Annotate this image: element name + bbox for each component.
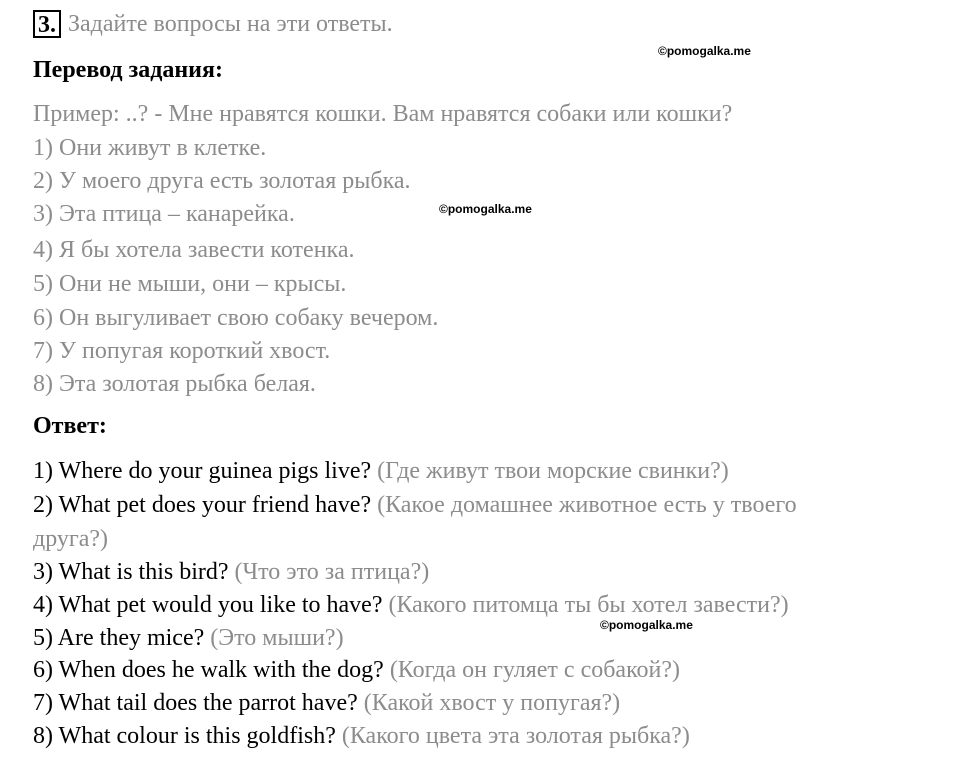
translation-item: 2) У моего друга есть золотая рыбка. (33, 168, 411, 194)
translation-item: 8) Эта золотая рыбка белая. (33, 371, 316, 397)
answer-translation: друга?) (33, 526, 109, 552)
translation-example: Пример: ..? - Мне нравятся кошки. Вам нравятся собаки или кошки? (33, 101, 733, 127)
answer-translation: (Это мыши?) (210, 625, 344, 651)
answer-heading: Ответ: (33, 413, 107, 439)
watermark: ©pomogalka.me (600, 618, 693, 632)
translation-item: 5) Они не мыши, они – крысы. (33, 271, 347, 297)
answer-line (33, 524, 108, 554)
answer-translation: (Когда он гуляет с собакой?) (389, 657, 681, 683)
answer-question: 8) What colour is this goldfish? (33, 723, 336, 749)
answer-translation: (Где живут твои морские свинки?) (377, 458, 729, 484)
answer-line (33, 623, 344, 653)
answer-line (33, 655, 680, 685)
answer-question: 7) What tail does the parrot have? (33, 690, 358, 716)
answer-question: 1) Where do your guinea pigs live? (33, 458, 372, 484)
answer-translation: (Какого цвета эта золотая рыбка?) (341, 723, 690, 749)
task-title: Задайте вопросы на эти ответы. (68, 11, 393, 37)
answer-translation: (Какого питомца ты бы хотел завести?) (388, 592, 789, 618)
task-number: 3. (33, 10, 61, 38)
answer-line (33, 721, 690, 751)
answer-line (33, 490, 797, 520)
answer-question: 5) Are they mice? (33, 625, 205, 651)
translation-item: 3) Эта птица – канарейка. (33, 201, 295, 227)
answer-line (33, 688, 620, 718)
answer-translation: (Какое домашнее животное есть у твоего (377, 492, 797, 518)
answer-translation: (Что это за птица?) (234, 559, 430, 585)
translation-item: 6) Он выгуливает свою собаку вечером. (33, 305, 439, 331)
translation-item: 1) Они живут в клетке. (33, 135, 267, 161)
answer-translation: (Какой хвост у попугая?) (363, 690, 621, 716)
answer-question: 6) When does he walk with the dog? (33, 657, 384, 683)
task-header (33, 7, 393, 41)
watermark: ©pomogalka.me (658, 44, 751, 58)
answer-question: 3) What is this bird? (33, 559, 229, 585)
translation-item: 7) У попугая короткий хвост. (33, 338, 331, 364)
answer-question: 4) What pet would you like to have? (33, 592, 383, 618)
answer-question: 2) What pet does your friend have? (33, 492, 372, 518)
answer-line (33, 590, 789, 620)
translation-heading: Перевод задания: (33, 57, 223, 83)
watermark: ©pomogalka.me (439, 202, 532, 216)
translation-item: 4) Я бы хотела завести котенка. (33, 237, 355, 263)
answer-line (33, 456, 729, 486)
answer-line (33, 557, 429, 587)
